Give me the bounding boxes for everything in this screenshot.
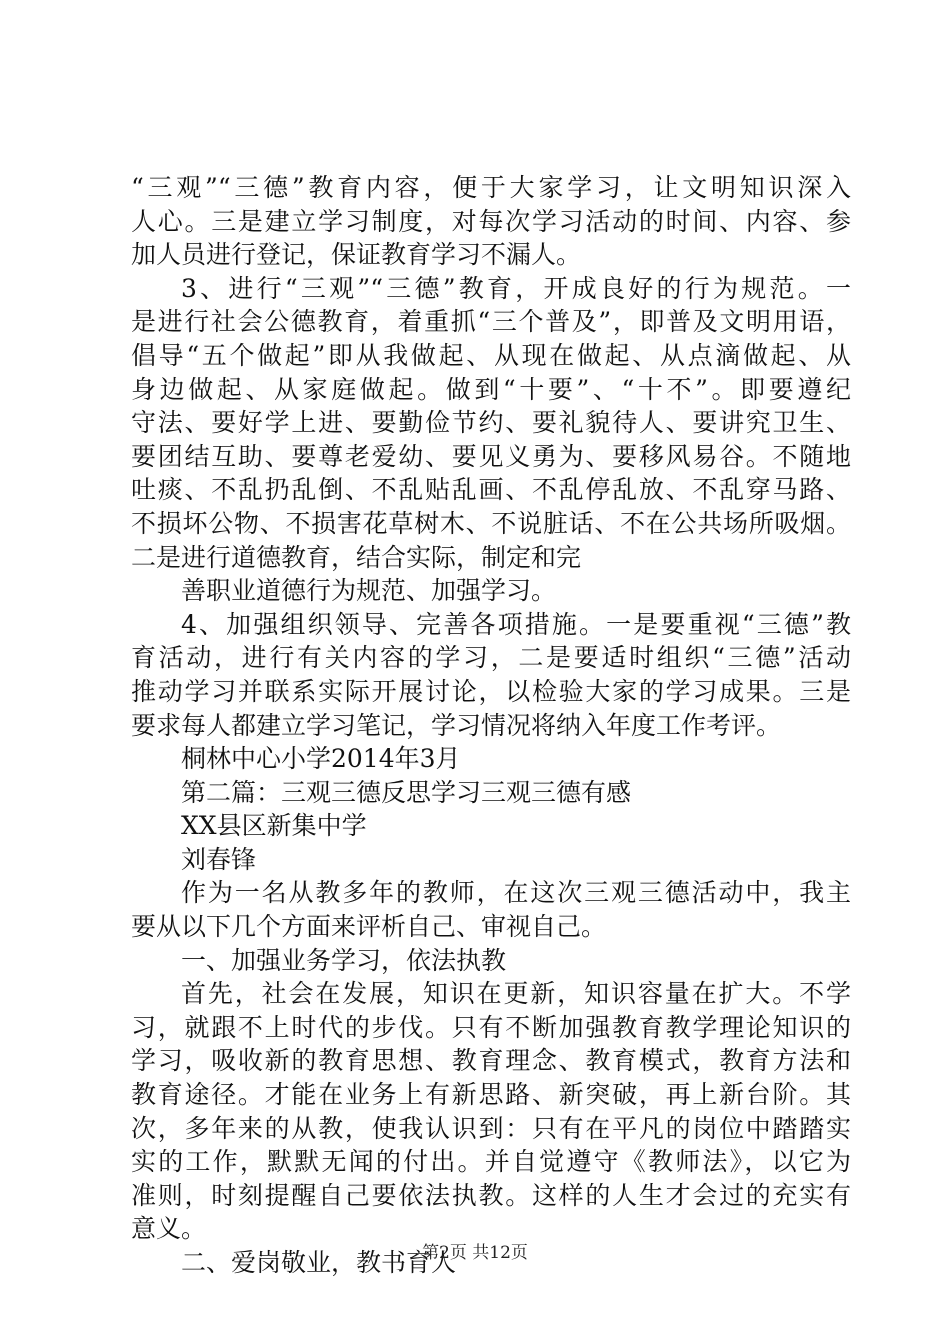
document-body — [131, 171, 851, 1280]
text-line: 教育途径。才能在业务上有新思路、新突破，再上新台阶。其 — [131, 1080, 851, 1110]
text-line: 次，多年来的从教，使我认识到：只有在平凡的岗位中踏踏实 — [131, 1113, 851, 1143]
author-name: 刘春锋 — [181, 844, 257, 874]
text-line: 加人员进行登记，保证教育学习不漏人。 — [131, 240, 582, 270]
text-line: 习，就跟不上时代的步伐。只有不断加强教育教学理论知识的 — [131, 1012, 851, 1042]
text-line: 育活动，进行有关内容的学习，二是要适时组织“三德”活动 — [131, 643, 851, 673]
subheading: 一、加强业务学习，依法执教 — [181, 945, 507, 975]
text-line: 吐痰、不乱扔乱倒、不乱贴乱画、不乱停乱放、不乱穿马路、 — [131, 475, 851, 505]
text-line: 要团结互助、要尊老爱幼、要见义勇为、要移风易谷。不随地 — [131, 441, 851, 471]
text-line: 身边做起、从家庭做起。做到“十要”、“十不”。即要遵纪 — [131, 374, 851, 404]
text-line: 学习，吸收新的教育思想、教育理念、教育模式，教育方法和 — [131, 1046, 851, 1076]
text-line: 善职业道德行为规范、加强学习。 — [181, 576, 557, 606]
text-line: 首先，社会在发展，知识在更新，知识容量在扩大。不学 — [181, 979, 851, 1009]
text-line: 作为一名从教多年的教师，在这次三观三德活动中，我主 — [181, 878, 851, 908]
text-line: 要从以下几个方面来评析自己、审视自己。 — [131, 912, 607, 942]
text-line: 不损坏公物、不损害花草树木、不说脏话、不在公共场所吸烟。 — [131, 508, 851, 538]
text-line: 倡导“五个做起”即从我做起、从现在做起、从点滴做起、从 — [131, 340, 851, 370]
text-line: 3、进行“三观”“三德”教育，开成良好的行为规范。一 — [181, 273, 851, 303]
text-line: 推动学习并联系实际开展讨论，以检验大家的学习成果。三是 — [131, 676, 851, 706]
text-line: 守法、要好学上进、要勤俭节约、要礼貌待人、要讲究卫生、 — [131, 408, 851, 438]
text-line: 人心。三是建立学习制度，对每次学习活动的时间、内容、参 — [131, 206, 851, 236]
text-line: “三观”“三德”教育内容，便于大家学习，让文明知识深入 — [131, 173, 851, 202]
text-line: 是进行社会公德教育，着重抓“三个普及”，即普及文明用语， — [131, 307, 851, 337]
text-line: 二是进行道德教育，结合实际，制定和完 — [131, 542, 582, 572]
text-line: 意义。 — [131, 1214, 207, 1244]
text-line: 准则，时刻提醒自己要依法执教。这样的人生才会过的充实有 — [131, 1180, 851, 1210]
page-number-footer: 第2页 共12页 — [422, 1243, 528, 1263]
text-line: 4、加强组织领导、完善各项措施。一是要重视“三德”教 — [181, 609, 851, 639]
text-line: 实的工作，默默无闻的付出。并自觉遵守《教师法》，以它为 — [131, 1147, 851, 1177]
section-title: 第二篇：三观三德反思学习三观三德有感 — [181, 777, 632, 807]
school-name: XX县区新集中学 — [181, 811, 367, 841]
text-line: 要求每人都建立学习笔记，学习情况将纳入年度工作考评。 — [131, 710, 782, 740]
subheading: 二、爱岗敬业，教书育人 — [181, 1248, 457, 1277]
school-date-line: 桐林中心小学2014年3月 — [181, 744, 461, 774]
